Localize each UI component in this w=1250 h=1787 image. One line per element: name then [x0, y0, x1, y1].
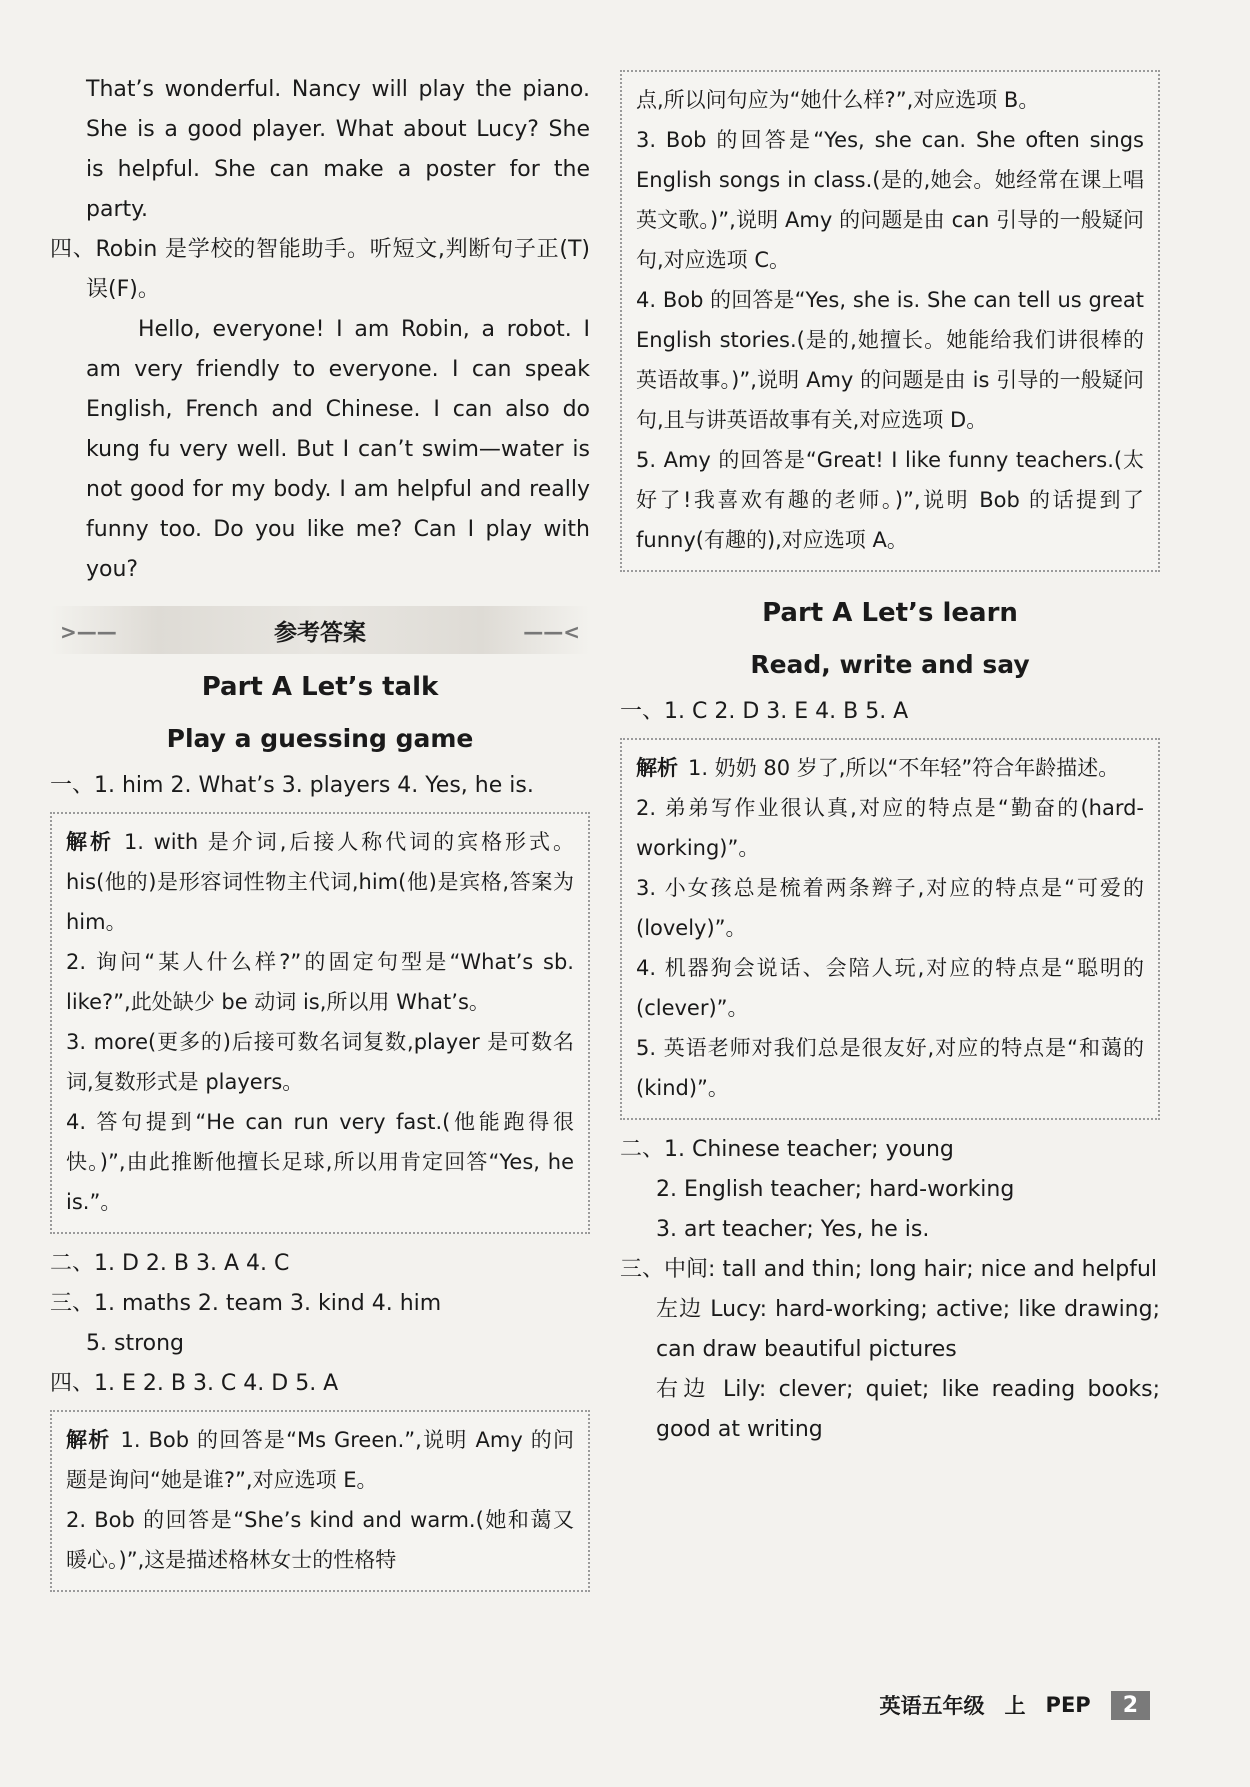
analysis-line: 4. 答句提到“He can run very fast.(他能跑得很快。)”,由此推断他擅长足球,所以用肯定回答“Yes, he is.”。	[66, 1110, 574, 1214]
analysis-line	[636, 748, 1144, 788]
analysis-line: 4. 机器狗会说话、会陪人玩,对应的特点是“聪明的(clever)”。	[636, 956, 1144, 1020]
q2-line3: 3. art teacher; Yes, he is.	[656, 1217, 930, 1242]
q2-line1: 二、1. Chinese teacher; young	[620, 1137, 954, 1162]
q3-answers-line1: 三、1. maths 2. team 3. kind 4. him	[50, 1291, 442, 1316]
robin-passage: Hello, everyone! I am Robin, a robot. I am very friendly to everyone. I can speak English, French and Chinese. I can also do kung fu very well. But I can’t swim—water is not good for my body. I am helpful and really funny too. Do you like me? Can I play with you?	[86, 317, 590, 582]
analysis-line: 2. 询问“某人什么样?”的固定句型是“What’s sb. like?”,此处缺少 be 动词 is,所以用 What’s。	[66, 950, 574, 1014]
analysis-line: 3. Bob 的回答是“Yes, she can. She often sings English songs in class.(是的,她会。她经常在课上唱英文歌。)”,说明 Amy 的问题是由 can 引导的一般疑问句,对应选项 C。	[636, 128, 1144, 272]
q3-right: 右边 Lily: clever; quiet; like reading books; good at writing	[656, 1377, 1160, 1442]
right-column	[620, 70, 1160, 1450]
q2-line2: 2. English teacher; hard-working	[656, 1177, 1015, 1202]
analysis-box-1	[50, 812, 590, 1234]
analysis-text: 1. with 是介词,后接人称代词的宾格形式。his(他的)是形容词性物主代词,him(他)是宾格,答案为 him。	[66, 830, 574, 934]
analysis-text: 1. 奶奶 80 岁了,所以“不年轻”符合年龄描述。	[688, 756, 1120, 780]
analysis-text: 1. Bob 的回答是“Ms Green.”,说明 Amy 的问题是询问“她是谁?”,对应选项 E。	[66, 1428, 574, 1492]
analysis-line: 2. Bob 的回答是“She’s kind and warm.(她和蔼又暖心。)”,这是描述格林女士的性格特	[66, 1508, 574, 1572]
part-subtitle: Read, write and say	[750, 650, 1030, 679]
q3-left: 左边 Lucy: hard-working; active; like drawing; can draw beautiful pictures	[656, 1297, 1160, 1362]
analysis-line	[66, 822, 574, 942]
part-title: Part A Let’s talk	[201, 672, 439, 702]
analysis-line	[66, 1420, 574, 1500]
arrow-left-icon: >——	[60, 620, 117, 644]
analysis-line: 3. 小女孩总是梳着两条辫子,对应的特点是“可爱的(lovely)”。	[636, 876, 1144, 940]
intro-paragraph: That’s wonderful. Nancy will play the piano. She is a good player. What about Lucy? She is helpful. She can make a poster for the party.	[86, 77, 590, 222]
analysis-line: 3. more(更多的)后接可数名词复数,player 是可数名词,复数形式是 players。	[66, 1030, 574, 1094]
part-title: Part A Let’s learn	[762, 598, 1018, 628]
analysis-box-continued	[620, 70, 1160, 572]
footer-volume: 上	[1004, 1694, 1026, 1718]
section4-heading: 四、Robin 是学校的智能助手。听短文,判断句子正(T)误(F)。	[50, 237, 590, 302]
analysis-box-2	[50, 1410, 590, 1592]
arrow-right-icon: ——<	[523, 620, 580, 644]
q4-answers: 四、1. E 2. B 3. C 4. D 5. A	[50, 1371, 339, 1396]
analysis-box-3	[620, 738, 1160, 1120]
analysis-tag: 解析	[66, 1428, 111, 1452]
q1-answers: 一、1. C 2. D 3. E 4. B 5. A	[620, 699, 909, 724]
analysis-line: 5. 英语老师对我们总是很友好,对应的特点是“和蔼的(kind)”。	[636, 1036, 1144, 1100]
analysis-line: 5. Amy 的回答是“Great! I like funny teachers.(太好了!我喜欢有趣的老师。)”,说明 Bob 的话提到了 funny(有趣的),对应选项 A。	[636, 448, 1144, 552]
page-number: 2	[1111, 1691, 1150, 1720]
answer-header-label: 参考答案	[274, 619, 366, 646]
answer-header	[50, 606, 590, 654]
q2-answers: 二、1. D 2. B 3. A 4. C	[50, 1251, 290, 1276]
part-subtitle: Play a guessing game	[166, 724, 474, 753]
footer-edition: PEP	[1045, 1693, 1091, 1717]
q3-answers-line2: 5. strong	[86, 1331, 185, 1356]
footer	[880, 1690, 1150, 1720]
analysis-tag: 解析	[66, 830, 114, 854]
left-column	[50, 70, 590, 1602]
analysis-line: 4. Bob 的回答是“Yes, she is. She can tell us great English stories.(是的,她擅长。她能给我们讲很棒的英语故事。)”,说明 Amy 的问题是由 is 引导的一般疑问句,且与讲英语故事有关,对应选项 D。	[636, 288, 1144, 432]
footer-book: 英语五年级	[879, 1694, 985, 1718]
q3-line1: 三、中间: tall and thin; long hair; nice and helpful	[620, 1257, 1158, 1282]
analysis-tag: 解析	[636, 756, 678, 780]
analysis-line: 2. 弟弟写作业很认真,对应的特点是“勤奋的(hard-working)”。	[636, 796, 1144, 860]
analysis-line: 点,所以问句应为“她什么样?”,对应选项 B。	[636, 88, 1040, 112]
q1-answers: 一、1. him 2. What’s 3. players 4. Yes, he is.	[50, 773, 534, 798]
